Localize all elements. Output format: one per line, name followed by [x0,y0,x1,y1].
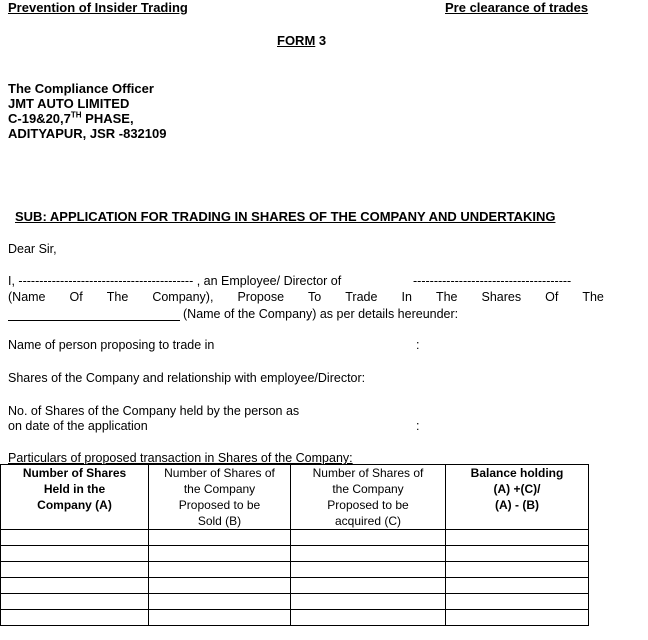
table-cell[interactable] [149,530,291,546]
table-cell[interactable] [149,562,291,578]
table-cell[interactable] [1,594,149,610]
table-cell[interactable] [446,546,589,562]
body-line-2: (Name Of The Company), Propose To Trade In The Shares Of The [8,290,604,304]
table-cell[interactable] [149,546,291,562]
table-cell[interactable] [291,562,446,578]
table-row [1,562,589,578]
held-label-line-2: on date of the application [8,419,148,433]
salutation: Dear Sir, [8,242,57,256]
address-line-2: JMT AUTO LIMITED [8,96,130,111]
header-right-title: Pre clearance of trades [445,0,589,15]
address-line-3: C-19&20,7TH PHASE, [8,110,134,126]
col-header-held: Number of Shares Held in the Company (A) [1,465,149,530]
form-label: FORM [277,33,316,48]
col-header-balance: Balance holding (A) +(C)/ (A) - (B) [446,465,589,530]
table-row [1,594,589,610]
table-row [1,546,589,562]
table-row [1,610,589,626]
address-line-1: The Compliance Officer [8,81,154,96]
name-colon: : [416,338,420,352]
col-header-sold: Number of Shares of the Company Proposed to be Sold (B) [149,465,291,530]
table-cell[interactable] [291,578,446,594]
form-number: 3 [318,33,327,48]
table-cell[interactable] [149,578,291,594]
table-cell[interactable] [446,594,589,610]
table-cell[interactable] [291,594,446,610]
table-cell[interactable] [1,562,149,578]
body-line-1-b: -------------------------------------- [413,274,572,288]
subject-line: SUB: APPLICATION FOR TRADING IN SHARES OF THE COMPANY AND UNDERTAKING [15,209,556,224]
address-block [8,81,166,141]
body-line-1-a: I, ------------------------------------------ , an Employee/ Director of [8,274,342,288]
form-title [277,33,326,48]
table-cell[interactable] [149,610,291,626]
table-row [1,578,589,594]
address-line-4: ADITYAPUR, JSR -832109 [8,126,167,141]
col-header-acquired: Number of Shares of the Company Proposed to be acquired (C) [291,465,446,530]
table-row [1,530,589,546]
transaction-table [0,464,589,626]
table-cell[interactable] [1,546,149,562]
table-cell[interactable] [446,562,589,578]
table-cell[interactable] [1,610,149,626]
table-cell[interactable] [446,578,589,594]
header-left-title: Prevention of Insider Trading [8,0,188,15]
particulars-label: Particulars of proposed transaction in Shares of the Company: [8,451,353,465]
table-cell[interactable] [446,610,589,626]
held-colon: : [416,419,420,433]
table-cell[interactable] [291,530,446,546]
relationship-label: Shares of the Company and relationship with employee/Director: [8,371,366,385]
table-cell[interactable] [291,610,446,626]
name-label: Name of person proposing to trade in [8,338,215,352]
table-cell[interactable] [291,546,446,562]
held-label-line-1: No. of Shares of the Company held by the person as [8,404,300,418]
table-cell[interactable] [1,530,149,546]
table-cell[interactable] [149,594,291,610]
table-cell[interactable] [1,578,149,594]
table-header-row [1,465,589,530]
table-cell[interactable] [446,530,589,546]
company-name-blank [8,320,180,321]
body-line-3: (Name of the Company) as per details hereunder: [183,307,459,321]
